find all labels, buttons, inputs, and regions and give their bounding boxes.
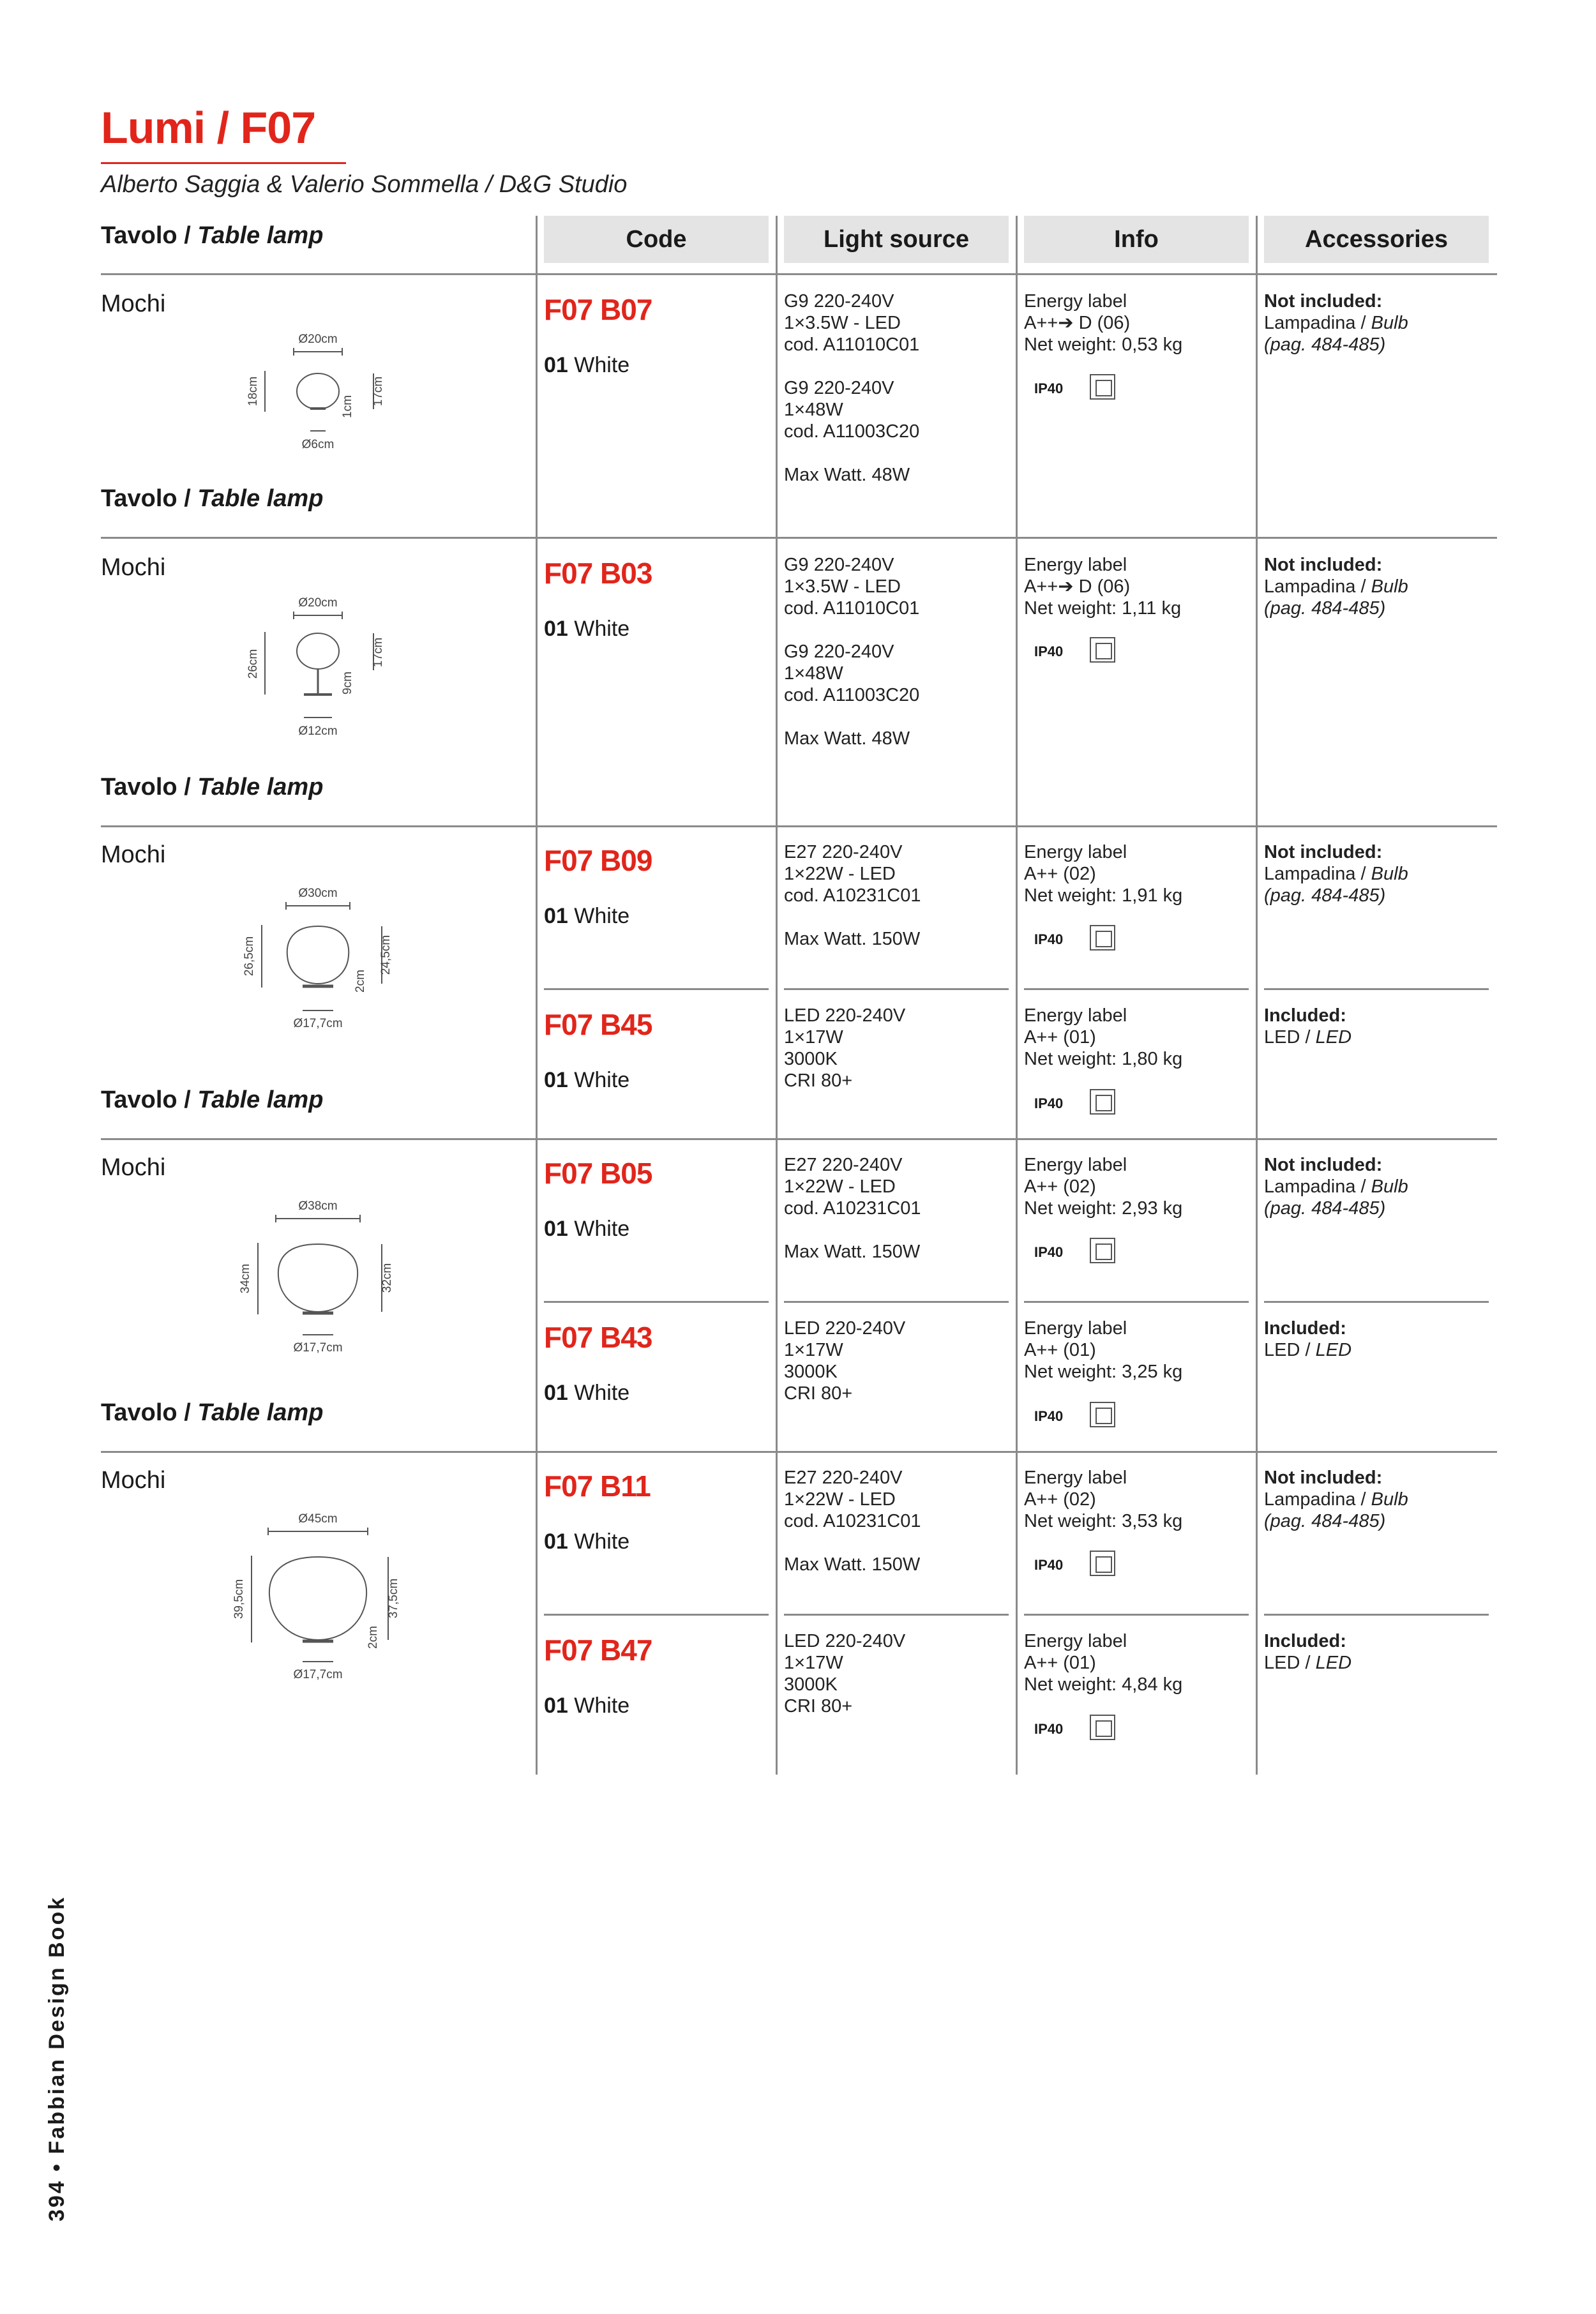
light-source-spec [784, 841, 921, 950]
info-line: Net weight: 1,91 kg [1024, 885, 1183, 906]
spec-line: cod. A11003C20 [784, 685, 920, 705]
spec-line: G9 220-240V [784, 378, 894, 398]
accessory-en: Bulb [1371, 576, 1408, 597]
variant-divider [784, 1301, 1009, 1303]
product-name: Mochi [101, 1467, 166, 1494]
type-it: Tavolo [101, 774, 177, 800]
accessory-it: Lampadina [1264, 1176, 1356, 1197]
row-type-label: Tavolo / Table lamp [101, 485, 324, 512]
info-line: Net weight: 3,53 kg [1024, 1511, 1183, 1531]
column-header-light-source: Light source [784, 216, 1009, 263]
spec-line: cod. A11003C20 [784, 421, 920, 442]
info-line: Energy label [1024, 1005, 1127, 1026]
accessories-title: Included: [1264, 1005, 1346, 1026]
finish [544, 1217, 629, 1242]
product-name: Mochi [101, 290, 166, 317]
product-dimension-drawing [236, 884, 409, 1037]
accessory-page: (pag. 484-485) [1264, 598, 1386, 619]
ip-rating: IP40 [1034, 1721, 1064, 1737]
dim-base-diameter: Ø17,7cm [293, 1017, 343, 1030]
info-spec [1024, 290, 1182, 356]
spec-line: 1×48W [784, 400, 843, 420]
row-divider [101, 273, 1497, 275]
dim-diameter: Ø20cm [298, 333, 338, 346]
spec-line: LED 220-240V [784, 1318, 906, 1339]
column-header-code: Code [544, 216, 769, 263]
info-spec [1024, 1005, 1182, 1070]
type-it: Tavolo [101, 1086, 177, 1113]
dim-base-diameter: Ø17,7cm [293, 1668, 343, 1681]
class-ii-insulation-icon [1090, 374, 1115, 400]
spec-line: 1×48W [784, 663, 843, 684]
spec-line: Max Watt. 150W [784, 929, 921, 949]
accessory-en: LED [1315, 1653, 1352, 1673]
info-line: Energy label [1024, 1155, 1127, 1175]
light-source-spec [784, 554, 919, 749]
variant-divider [784, 1614, 1009, 1616]
accessory-it: Lampadina [1264, 576, 1356, 597]
accessory-en: LED [1315, 1340, 1352, 1360]
spec-line: LED 220-240V [784, 1005, 906, 1026]
light-source-spec [784, 1318, 905, 1404]
product-code: F07 B05 [544, 1157, 652, 1190]
footer-separator: • [45, 2161, 69, 2172]
light-source-spec [784, 1005, 905, 1092]
spec-line: cod. A11010C01 [784, 598, 920, 619]
finish-name: White [574, 353, 630, 377]
spec-line: 1×22W - LED [784, 1176, 896, 1197]
finish [544, 1694, 629, 1718]
spec-line: cod. A10231C01 [784, 1511, 921, 1531]
accessories-spec: Included: LED / LED [1264, 1631, 1352, 1673]
info-spec [1024, 1467, 1182, 1532]
accessories-spec: Not included: Lampadina / Bulb (pag. 484-485) [1264, 291, 1408, 355]
class-ii-insulation-icon [1090, 1089, 1115, 1115]
dim-diameter: Ø45cm [298, 1512, 338, 1526]
dim-height: 39,5cm [232, 1579, 246, 1619]
spec-line: CRI 80+ [784, 1383, 853, 1404]
spec-line: Max Watt. 150W [784, 1554, 921, 1575]
row-type-label: Tavolo / Table lamp [101, 1399, 324, 1426]
light-source-spec [784, 1154, 921, 1263]
class-ii-insulation-icon [1090, 1715, 1115, 1740]
ip-rating: IP40 [1034, 1095, 1064, 1111]
product-code: F07 B11 [544, 1469, 651, 1503]
dim-base-height: 1cm [341, 395, 354, 418]
section-label-it: Tavolo [101, 222, 177, 249]
type-en: Table lamp [197, 1399, 324, 1426]
accessory-en: Bulb [1371, 864, 1408, 884]
ip-rating: IP40 [1034, 1408, 1064, 1424]
row-type-label: Tavolo / Table lamp [101, 1086, 324, 1113]
info-line: Net weight: 1,80 kg [1024, 1049, 1183, 1069]
designer-credit: Alberto Saggia & Valerio Sommella / D&G Studio [101, 171, 628, 198]
finish-name: White [574, 904, 630, 928]
info-line: Energy label [1024, 291, 1127, 312]
ip-rating: IP40 [1034, 643, 1064, 659]
accessory-page: (pag. 484-485) [1264, 885, 1386, 906]
page-number: 394 [45, 2179, 69, 2221]
finish [544, 904, 629, 929]
finish-number: 01 [544, 353, 568, 377]
column-divider [1256, 216, 1258, 1775]
column-header-info: Info [1024, 216, 1249, 263]
column-divider [536, 216, 538, 1775]
type-en: Table lamp [197, 485, 324, 512]
accessory-it: LED [1264, 1027, 1300, 1048]
accessories-title: Included: [1264, 1631, 1346, 1651]
info-line: A++ (02) [1024, 864, 1096, 884]
info-line: A++ (01) [1024, 1027, 1096, 1048]
info-spec [1024, 1318, 1182, 1383]
finish [544, 1381, 629, 1406]
finish [544, 617, 629, 642]
dim-diameter: Ø38cm [298, 1199, 338, 1213]
spec-line: E27 220-240V [784, 1155, 903, 1175]
type-en: Table lamp [197, 774, 324, 800]
spec-line: 1×17W [784, 1653, 843, 1673]
dim-base-height: 2cm [366, 1626, 380, 1649]
spec-line: Max Watt. 150W [784, 1242, 921, 1262]
finish [544, 353, 629, 378]
dim-height: 26,5cm [243, 936, 256, 977]
class-ii-insulation-icon [1090, 925, 1115, 950]
spec-line: 1×17W [784, 1027, 843, 1048]
dim-base-diameter: Ø12cm [298, 725, 338, 738]
accessory-it: Lampadina [1264, 864, 1356, 884]
spec-line: CRI 80+ [784, 1071, 853, 1091]
dim-globe-height: 37,5cm [387, 1578, 400, 1619]
accessory-it: Lampadina [1264, 1489, 1356, 1510]
spec-line: cod. A11010C01 [784, 334, 920, 355]
ip-rating: IP40 [1034, 1244, 1064, 1260]
variant-divider [544, 1301, 769, 1303]
variant-divider [544, 1614, 769, 1616]
accessories-title: Not included: [1264, 1468, 1383, 1488]
variant-divider [1264, 988, 1489, 990]
ip-rating: IP40 [1034, 1557, 1064, 1573]
info-line: A++ (02) [1024, 1176, 1096, 1197]
dim-base-diameter: Ø17,7cm [293, 1341, 343, 1355]
spec-line: E27 220-240V [784, 842, 903, 862]
book-title: Fabbian Design Book [45, 1895, 69, 2154]
spec-line: CRI 80+ [784, 1696, 853, 1717]
info-line: Energy label [1024, 1631, 1127, 1651]
finish-name: White [574, 1529, 630, 1554]
finish-name: White [574, 1217, 630, 1241]
row-divider [101, 1451, 1497, 1453]
finish-number: 01 [544, 617, 568, 641]
row-type-label: Tavolo / Table lamp [101, 774, 324, 800]
info-spec [1024, 554, 1181, 619]
spec-line: Max Watt. 48W [784, 465, 910, 485]
light-source-spec [784, 290, 919, 486]
info-line: Energy label [1024, 555, 1127, 575]
accessory-en: LED [1315, 1027, 1352, 1048]
accessory-it: LED [1264, 1653, 1300, 1673]
accessories-spec: Not included: Lampadina / Bulb (pag. 484-485) [1264, 1468, 1408, 1531]
finish [544, 1068, 629, 1093]
class-ii-insulation-icon [1090, 1402, 1115, 1427]
dim-globe-height: 24,5cm [379, 935, 393, 975]
info-line: A++➔ D (06) [1024, 576, 1131, 597]
finish-number: 01 [544, 1529, 568, 1554]
accessories-spec: Included: LED / LED [1264, 1005, 1352, 1048]
accessories-title: Not included: [1264, 1155, 1383, 1175]
info-spec [1024, 1154, 1182, 1219]
finish-number: 01 [544, 904, 568, 928]
dim-stem-height: 9cm [341, 672, 354, 695]
accessories-title: Not included: [1264, 842, 1383, 862]
spec-line: G9 220-240V [784, 555, 894, 575]
spec-line: cod. A10231C01 [784, 885, 921, 906]
accessories-title: Not included: [1264, 291, 1383, 312]
accessory-page: (pag. 484-485) [1264, 1511, 1386, 1531]
info-line: A++➔ D (06) [1024, 313, 1131, 333]
dim-base-height: 2cm [354, 970, 367, 993]
section-label-en: Table lamp [197, 222, 324, 249]
ip-rating: IP40 [1034, 931, 1064, 947]
spec-line: 3000K [784, 1362, 838, 1382]
product-code: F07 B47 [544, 1634, 652, 1667]
spec-line: 1×3.5W - LED [784, 313, 901, 333]
finish-number: 01 [544, 1694, 568, 1718]
spec-line: 1×17W [784, 1340, 843, 1360]
info-line: A++ (01) [1024, 1653, 1096, 1673]
variant-divider [1024, 1301, 1249, 1303]
light-source-spec [784, 1467, 921, 1575]
page-footer [45, 1896, 70, 2221]
row-divider [101, 1138, 1497, 1140]
info-line: Energy label [1024, 842, 1127, 862]
column-divider [776, 216, 778, 1775]
finish-name: White [574, 1068, 630, 1092]
spec-line: LED 220-240V [784, 1631, 906, 1651]
info-line: Energy label [1024, 1468, 1127, 1488]
spec-line: 3000K [784, 1049, 838, 1069]
info-line: Energy label [1024, 1318, 1127, 1339]
dim-height: 18cm [246, 376, 260, 407]
product-dimension-drawing [230, 1197, 415, 1356]
accessories-title: Included: [1264, 1318, 1346, 1339]
dim-globe-height: 32cm [380, 1263, 394, 1293]
info-spec [1024, 841, 1182, 906]
info-spec [1024, 1630, 1182, 1695]
accessory-en: Bulb [1371, 313, 1408, 333]
info-line: A++ (02) [1024, 1489, 1096, 1510]
light-source-spec [784, 1630, 905, 1717]
row-divider [101, 537, 1497, 539]
accessory-page: (pag. 484-485) [1264, 334, 1386, 355]
product-code: F07 B45 [544, 1008, 652, 1041]
section-label: Tavolo / Table lamp [101, 222, 324, 249]
spec-line: cod. A10231C01 [784, 1198, 921, 1219]
variant-divider [1264, 1301, 1489, 1303]
info-line: Net weight: 0,53 kg [1024, 334, 1183, 355]
info-line: Net weight: 2,93 kg [1024, 1198, 1183, 1219]
row-divider [101, 825, 1497, 827]
accessory-it: Lampadina [1264, 313, 1356, 333]
product-dimension-drawing [243, 592, 402, 746]
product-name: Mochi [101, 841, 166, 868]
accessories-spec: Not included: Lampadina / Bulb (pag. 484-485) [1264, 1155, 1408, 1219]
dim-diameter: Ø30cm [298, 887, 338, 900]
dim-diameter: Ø20cm [298, 596, 338, 610]
spec-line: G9 220-240V [784, 642, 894, 662]
dim-globe-height: 17cm [372, 637, 385, 668]
accessories-spec: Not included: Lampadina / Bulb (pag. 484-485) [1264, 555, 1408, 619]
spec-line: 1×22W - LED [784, 864, 896, 884]
column-divider [1016, 216, 1018, 1775]
page-title: Lumi / F07 [101, 103, 316, 153]
product-dimension-drawing [243, 329, 402, 456]
accessory-page: (pag. 484-485) [1264, 1198, 1386, 1219]
class-ii-insulation-icon [1090, 1238, 1115, 1263]
type-it: Tavolo [101, 1399, 177, 1426]
title-underline [101, 162, 346, 164]
product-code: F07 B03 [544, 557, 652, 590]
type-en: Table lamp [197, 1086, 324, 1113]
finish-number: 01 [544, 1068, 568, 1092]
variant-divider [1024, 988, 1249, 990]
finish-number: 01 [544, 1381, 568, 1405]
dim-globe-height: 17cm [372, 376, 385, 407]
accessory-it: LED [1264, 1340, 1300, 1360]
product-name: Mochi [101, 554, 166, 581]
info-line: Net weight: 3,25 kg [1024, 1362, 1183, 1382]
column-header-accessories: Accessories [1264, 216, 1489, 263]
product-name: Mochi [101, 1154, 166, 1181]
finish-name: White [574, 1694, 630, 1718]
class-ii-insulation-icon [1090, 637, 1115, 663]
spec-line: 3000K [784, 1674, 838, 1695]
variant-divider [784, 988, 1009, 990]
product-code: F07 B09 [544, 844, 652, 877]
finish-number: 01 [544, 1217, 568, 1241]
finish-name: White [574, 1381, 630, 1405]
product-code: F07 B07 [544, 293, 652, 326]
accessories-spec: Included: LED / LED [1264, 1318, 1352, 1360]
dim-height: 26cm [246, 649, 260, 679]
variant-divider [1024, 1614, 1249, 1616]
info-line: Net weight: 1,11 kg [1024, 598, 1182, 619]
dim-height: 34cm [239, 1263, 252, 1294]
ip-rating: IP40 [1034, 380, 1064, 396]
finish-name: White [574, 617, 630, 641]
spec-line: Max Watt. 48W [784, 728, 910, 749]
spec-line: 1×22W - LED [784, 1489, 896, 1510]
variant-divider [1264, 1614, 1489, 1616]
dim-base-diameter: Ø6cm [301, 438, 335, 451]
variant-divider [544, 988, 769, 990]
product-code: F07 B43 [544, 1321, 652, 1354]
accessory-en: Bulb [1371, 1176, 1408, 1197]
accessories-spec: Not included: Lampadina / Bulb (pag. 484-485) [1264, 842, 1408, 906]
spec-line: E27 220-240V [784, 1468, 903, 1488]
type-it: Tavolo [101, 485, 177, 512]
product-dimension-drawing [223, 1510, 421, 1688]
spec-line: 1×3.5W - LED [784, 576, 901, 597]
class-ii-insulation-icon [1090, 1551, 1115, 1576]
info-line: A++ (01) [1024, 1340, 1096, 1360]
accessory-en: Bulb [1371, 1489, 1408, 1510]
spec-line: G9 220-240V [784, 291, 894, 312]
finish [544, 1529, 629, 1554]
info-line: Net weight: 4,84 kg [1024, 1674, 1183, 1695]
accessories-title: Not included: [1264, 555, 1383, 575]
